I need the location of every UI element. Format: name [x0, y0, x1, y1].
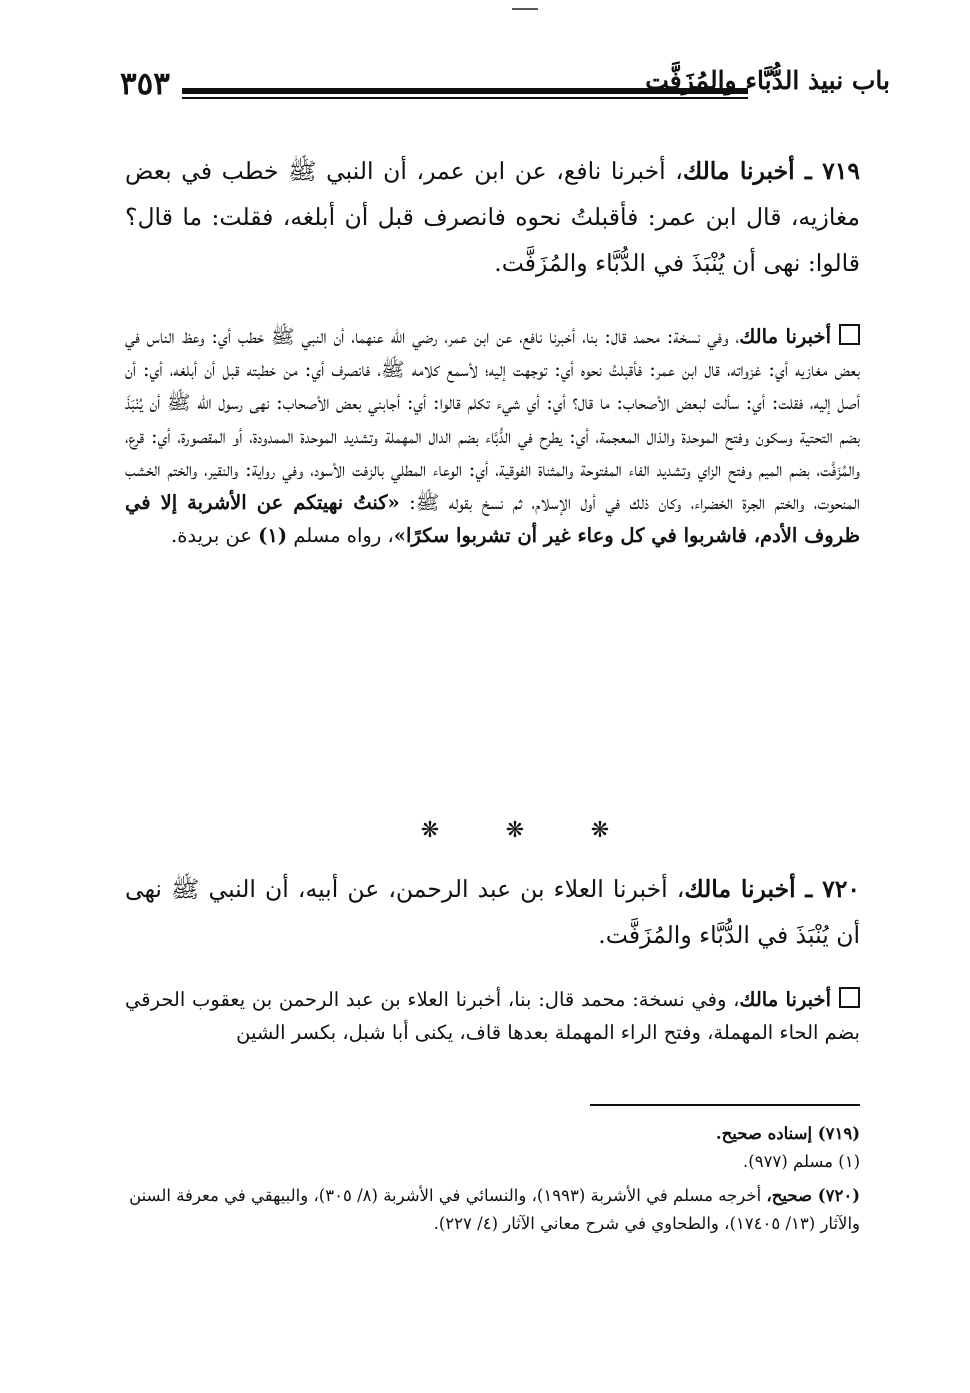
page-number: ٣٥٣	[120, 66, 170, 102]
commentary-719	[125, 320, 860, 552]
commentary-719-narrator: عن بريدة.	[171, 524, 252, 548]
footnote-1: (١) مسلم (٩٧٧).	[743, 1152, 860, 1171]
commentary-719-source: ، رواه مسلم	[293, 524, 394, 548]
footnote-720-text: أخرجه مسلم في الأشربة (١٩٩٣)، والنسائي في الأشربة (٨/ ٣٠٥)، والبيهقي في معرفة السنن والآثار (١٣/ ١٧٤٠٥)، والطحاوي في شرح معاني الآثار (٤/ ٢٢٧).	[129, 1186, 860, 1233]
page-header	[120, 62, 890, 112]
star-icon: ❋	[505, 818, 525, 843]
hadith-719-text: ، أخبرنا نافع، عن ابن عمر، أن النبي ﷺ خطب في بعض مغازيه، قال ابن عمر: فأقبلتُ نحوه فانصرف قبل أن أبلغه، فقلت: ما قال؟ قالوا: نهى أن يُنْبَذَ في الدُّبَّاء والمُزَفَّت.	[125, 157, 860, 277]
footnote-720	[120, 1182, 860, 1238]
footnote-720-lead: (٧٢٠) صحيح،	[766, 1186, 860, 1205]
square-marker-icon	[839, 324, 860, 345]
star-icon: ❋	[590, 818, 610, 843]
scan-mark	[512, 8, 538, 10]
footnotes	[120, 1120, 860, 1238]
commentary-720-text: ، وفي نسخة: محمد قال: بنا، أخبرنا العلاء بن عبد الرحمن بن يعقوب الحرقي بضم الحاء المهملة، وفتح الراء المهملة بعدها قاف، يكنى أبا شبل، بكسر الشين	[125, 988, 860, 1045]
section-separator	[415, 818, 615, 843]
commentary-720	[125, 983, 860, 1049]
footnote-ref-1: (١)	[258, 524, 288, 548]
prophetic-quote: «كنتُ نهيتكم عن الأشربة إلا في ظروف الأدم، فاشربوا في كل وعاء غير أن تشربوا سكرًا»	[125, 491, 860, 548]
commentary-719-lead: أخبرنا مالك	[739, 325, 831, 348]
hadith-720-lead: ٧٢٠ ـ أخبرنا مالك	[684, 875, 860, 903]
footnote-719: (٧١٩) إسناده صحيح.	[715, 1124, 860, 1143]
square-marker-icon	[839, 987, 860, 1008]
commentary-719-text: ، وفي نسخة: محمد قال: بنا، أخبرنا نافع، عن ابن عمر، رضي الله عنهما، أن النبي ﷺ خطب أي: وعظ الناس في بعض مغازيه أي: غزواته، قال ابن عمر: فأقبلتُ نحوه أي: توجهت إليه؛ لأسمع كلامه ﷺ، فانصرف أي: من خطبته قبل أن أبلغه، أي: أن أصل إليه، فقلت: أي: سألت لبعض الأصحاب: ما قال؟ أي: أي شيء تكلم قالوا: أي: أجابني بعض الأصحاب: نهى رسول الله ﷺ أن يُنْبَذَ بضم التحتية وسكون وفتح الموحدة والذال المعجمة، أي: يطرح في الدُّبَّاء بضم الدال المهملة وتشديد الموحدة الممدودة، أو المقصورة، أي: قرع، والمُزَفَّت، بضم الميم وفتح الزاي وتشديد الفاء المفتوحة والمثناة الفوقية، أي: الوعاء المطلي بالزفت الأسود، وفي رواية: والنقير، والختم الخشب المنحوت، والختم الجرة الخضراء، وكان ذلك في أول الإسلام، ثم نسخ بقوله ﷺ:	[125, 325, 860, 515]
chapter-title: باب نبيذ الدُّبَّاء والمُزَفَّت	[645, 66, 890, 95]
footnote-rule	[590, 1104, 860, 1106]
commentary-720-lead: أخبرنا مالك	[739, 988, 831, 1011]
hadith-720-text: ، أخبرنا العلاء بن عبد الرحمن، عن أبيه، أن النبي ﷺ نهى أن يُنْبَذَ في الدُّبَّاء والمُزَفَّت.	[125, 875, 860, 949]
hadith-719	[125, 148, 860, 286]
hadith-720	[125, 866, 860, 958]
star-icon: ❋	[420, 818, 440, 843]
hadith-719-lead: ٧١٩ ـ أخبرنا مالك	[682, 157, 860, 185]
header-rule-thin	[182, 97, 748, 99]
